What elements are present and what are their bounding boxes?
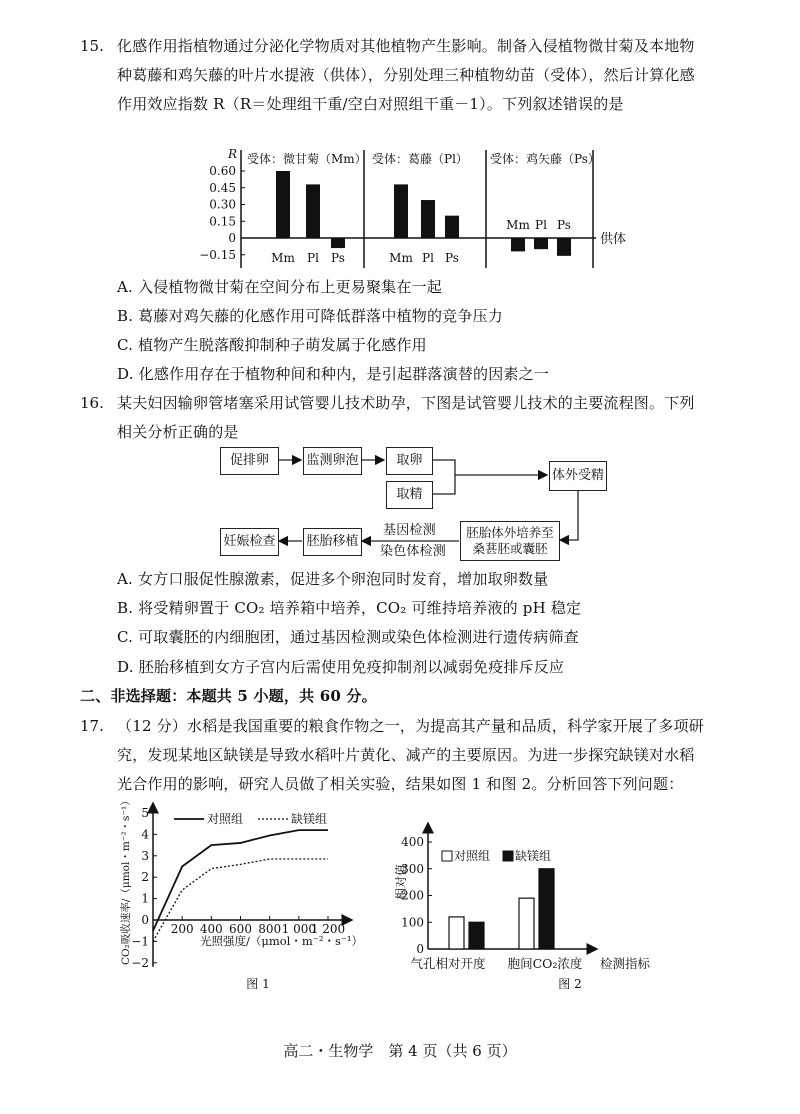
- y-tick-label: 0.30: [209, 197, 236, 212]
- y-tick-label: 0.60: [209, 164, 236, 178]
- bar-mg-deficient: [469, 922, 484, 949]
- x-tick-label: 400: [199, 922, 223, 936]
- bar: [394, 184, 408, 238]
- question-text: （12 分）水稻是我国重要的粮食作物之一，为提高其产量和品质，科学家开展了多项研: [117, 717, 704, 735]
- question-number: 16.: [80, 394, 104, 412]
- flow-label: 促排卵: [229, 453, 269, 468]
- category-label: Mm: [506, 218, 530, 232]
- question-text: 化感作用指植物通过分泌化学物质对其他植物产生影响。制备入侵植物微甘菊及本地物: [117, 37, 695, 55]
- y-tick-label: 0: [228, 231, 236, 245]
- category-label: Pl: [307, 251, 319, 265]
- category-label: Mm: [389, 251, 413, 265]
- y-tick-label: −2: [131, 955, 149, 970]
- category-label: Ps: [331, 251, 345, 265]
- question-text: 光合作用的影响，研究人员做了相关实验，结果如图 1 和图 2。分析回答下列问题：: [117, 775, 684, 793]
- flow-label: 取精: [396, 487, 423, 502]
- option-a: A. 入侵植物微甘菊在空间分布上更易聚集在一起: [117, 278, 442, 296]
- bar: [306, 184, 320, 238]
- x-tick-label: 200: [170, 922, 194, 936]
- bar: [331, 238, 345, 248]
- x-tick-label: 1 200: [310, 922, 346, 936]
- category-label: 气孔相对开度: [410, 956, 486, 971]
- y-tick-label: 3: [141, 848, 149, 863]
- series-line-control: [153, 830, 328, 931]
- category-label: 胞间CO₂浓度: [507, 956, 583, 971]
- option-c: C. 可取囊胚的内细胞团，通过基因检测或染色体检测进行遗传病筛查: [117, 628, 579, 646]
- legend-label: 缺镁组: [291, 812, 328, 826]
- category-label: Pl: [535, 218, 547, 232]
- question-text: 作用效应指数 R（R＝处理组干重/空白对照组干重－1）。下列叙述错误的是: [117, 95, 624, 113]
- x-tick-label: 800: [258, 922, 282, 936]
- category-label: Ps: [445, 251, 459, 265]
- y-tick-label: 2: [141, 870, 149, 885]
- bar: [276, 171, 290, 238]
- category-label: Pl: [422, 251, 434, 265]
- y-tick-label: 400: [401, 835, 424, 849]
- y-tick-label: 0: [416, 942, 424, 956]
- bar-mg-deficient: [539, 869, 554, 949]
- y-tick-label: −0.15: [199, 247, 236, 262]
- y-tick-label: 5: [141, 806, 149, 820]
- question-text: 某夫妇因输卵管堵塞采用试管婴儿技术助孕，下图是试管婴儿技术的主要流程图。下列: [117, 394, 695, 412]
- x-axis-label: 检测指标: [600, 956, 651, 971]
- flow-label: 妊娠检查: [223, 534, 276, 549]
- y-tick-label: 100: [401, 915, 424, 930]
- flow-label: 胚胎体外培养至桑葚胚或囊胚: [466, 525, 554, 556]
- bar-control: [519, 898, 534, 949]
- option-b: B. 葛藤对鸡矢藤的化感作用可降低群落中植物的竞争压力: [117, 307, 503, 325]
- question-text: 相关分析正确的是: [117, 423, 239, 441]
- option-c: C. 植物产生脱落酸抑制种子萌发属于化感作用: [117, 336, 427, 354]
- y-tick-label: 300: [401, 861, 424, 876]
- x-axis-label: 供体: [600, 232, 627, 247]
- y-tick-label: 0.15: [209, 214, 236, 229]
- question-text: 种葛藤和鸡矢藤的叶片水提液（供体），分别处理三种植物幼苗（受体），然后计算化感: [117, 66, 695, 84]
- y-tick-label: 0.45: [209, 180, 236, 195]
- bar: [421, 200, 435, 238]
- y-tick-label: 200: [401, 888, 424, 903]
- option-d: D. 化感作用存在于植物种间和种内，是引起群落演替的因素之一: [117, 365, 550, 383]
- group-title: 受体：葛藤（Pl）: [372, 152, 468, 166]
- flow-label: 胚胎移植: [306, 534, 359, 549]
- bar: [445, 216, 459, 238]
- y-tick-label: 1: [141, 891, 149, 906]
- option-b: B. 将受精卵置于 CO₂ 培养箱中培养，CO₂ 可维持培养液的 pH 稳定: [117, 599, 582, 617]
- question-number: 17.: [80, 717, 104, 735]
- flow-label: 体外受精: [551, 468, 604, 483]
- question-number: 15.: [80, 37, 104, 55]
- flow-arrows: [278, 460, 578, 541]
- bar: [511, 238, 525, 251]
- y-tick-label: −1: [131, 934, 149, 949]
- category-label: Mm: [271, 251, 295, 265]
- flow-label: 监测卵泡: [306, 453, 359, 468]
- option-a: A. 女方口服促性腺激素，促进多个卵泡同时发育，增加取卵数量: [117, 570, 549, 588]
- figure-caption: 图 1: [246, 977, 270, 991]
- bar-control: [449, 917, 464, 949]
- question-text: 究，发现某地区缺镁是导致水稻叶片黄化、减产的主要原因。为进一步探究缺镁对水稻: [117, 746, 695, 764]
- group-title: 受体：鸡矢藤（Ps）: [490, 152, 600, 166]
- y-axis-label: R: [228, 147, 238, 161]
- legend-label: 对照组: [454, 849, 491, 863]
- flow-label: 取卵: [396, 453, 423, 468]
- bar: [557, 238, 571, 256]
- legend-label: 对照组: [207, 812, 244, 826]
- section-heading: 二、非选择题：本题共 5 小题，共 60 分。: [80, 687, 377, 705]
- y-axis-label: 相对值: [394, 863, 408, 900]
- x-tick-label: 1 000: [281, 922, 317, 936]
- page-footer: 高二・生物学 第 4 页（共 6 页）: [283, 1042, 517, 1060]
- bar: [534, 238, 548, 249]
- legend-swatch: [442, 851, 452, 861]
- flow-gene-test-label: 基因检测: [383, 523, 436, 538]
- x-tick-label: 600: [229, 922, 252, 936]
- category-label: Ps: [557, 218, 571, 232]
- figure-caption: 图 2: [558, 977, 582, 991]
- y-tick-label: 0: [141, 913, 149, 927]
- flow-chromosome-test-label: 染色体检测: [380, 544, 447, 559]
- y-axis-label: CO₂吸收速率/（μmol・m⁻²・s⁻¹）: [120, 795, 132, 965]
- option-d: D. 胚胎移植到女方子宫内后需使用免疫抑制剂以减弱免疫排斥反应: [117, 658, 565, 676]
- group-title: 受体：微甘菊（Mm）: [247, 152, 367, 166]
- x-axis-label: 光照强度/（μmol・m⁻²・s⁻¹）: [200, 934, 364, 948]
- y-tick-label: 4: [141, 827, 149, 842]
- legend-swatch: [503, 851, 513, 861]
- legend-label: 缺镁组: [515, 849, 552, 863]
